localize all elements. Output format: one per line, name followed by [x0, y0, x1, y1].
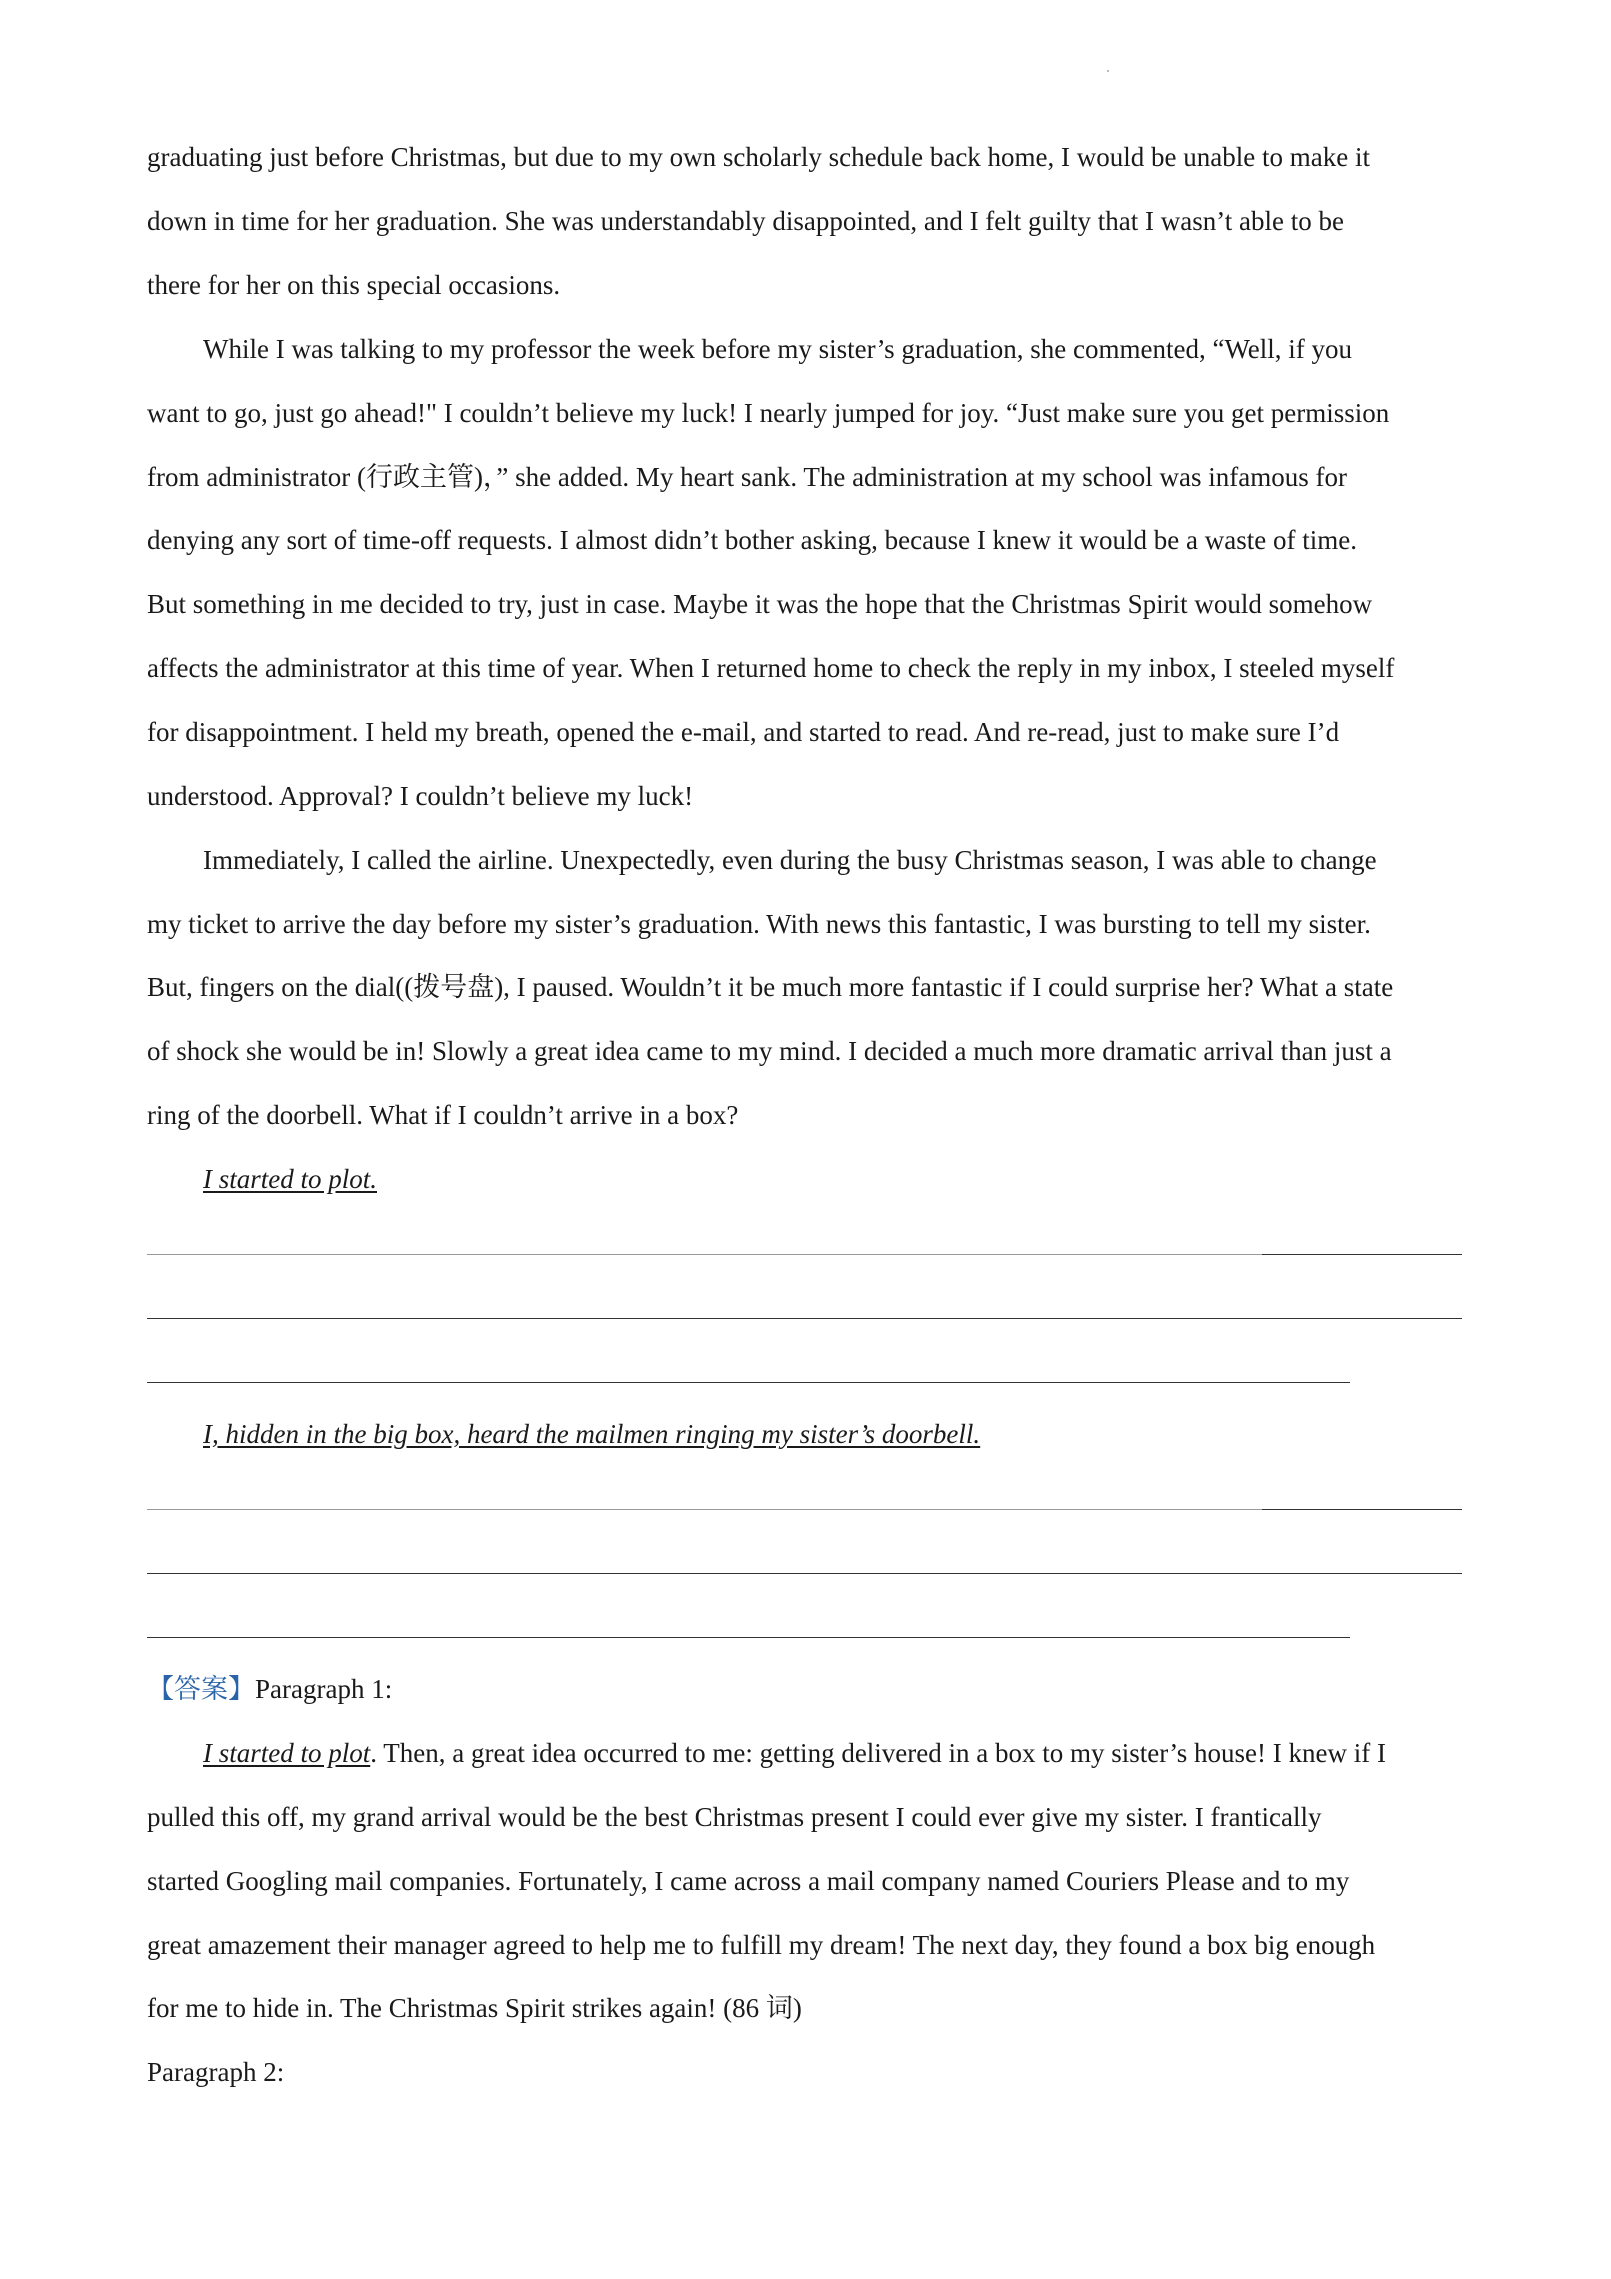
answer-line [147, 1637, 1350, 1638]
answer-line-text: for me to hide in. The Christmas Spirit strikes again! (86 词) [147, 1993, 802, 2023]
answer-line-text: started Googling mail companies. Fortunately, I came across a mail company named Couriers Please and to my [147, 1866, 1350, 1896]
passage-line: ring of the doorbell. What if I couldn’t arrive in a box? [147, 1100, 739, 1130]
paragraph-1-title: Paragraph 1: [255, 1674, 393, 1704]
passage-line: But something in me decided to try, just in case. Maybe it was the hope that the Christmas Spirit would somehow [147, 589, 1373, 619]
passage-line: affects the administrator at this time of year. When I returned home to check the reply in my inbox, I steeled myself [147, 653, 1395, 683]
answer-line [1262, 1509, 1462, 1510]
continuation-prompt-2: I, hidden in the big box, heard the mailmen ringing my sister’s doorbell. [203, 1419, 981, 1449]
passage-line: Immediately, I called the airline. Unexpectedly, even during the busy Christmas season, I was able to change [203, 845, 1377, 875]
passage-line: want to go, just go ahead!" I couldn’t believe my luck! I nearly jumped for joy. “Just make sure you get permission [147, 398, 1390, 428]
answer-line [147, 1573, 1462, 1574]
answer-line [147, 1509, 1262, 1510]
continuation-prompt-1: I started to plot. [203, 1164, 377, 1194]
passage-line: understood. Approval? I couldn’t believe my luck! [147, 781, 694, 811]
passage-line: my ticket to arrive the day before my sister’s graduation. With news this fantastic, I was bursting to tell my sister. [147, 909, 1371, 939]
answer-line-text: pulled this off, my grand arrival would be the best Christmas present I could ever give my sister. I frantically [147, 1802, 1322, 1832]
passage-line: there for her on this special occasions. [147, 270, 561, 300]
answer-line-text: I started to plot. Then, a great idea occurred to me: getting delivered in a box to my sister’s house! I knew if I [203, 1738, 1386, 1768]
passage-line: While I was talking to my professor the week before my sister’s graduation, she commented, “Well, if you [203, 334, 1353, 364]
answer-line [147, 1382, 1350, 1383]
paragraph-2-title: Paragraph 2: [147, 2057, 285, 2087]
passage-line: for disappointment. I held my breath, opened the e-mail, and started to read. And re-read, just to make sure I’d [147, 717, 1340, 747]
answer-tag: 【答案】 [147, 1674, 255, 1704]
scan-speck [1107, 70, 1109, 72]
answer-heading [147, 1672, 392, 1706]
passage-line: denying any sort of time-off requests. I almost didn’t bother asking, because I knew it would be a waste of time. [147, 525, 1357, 555]
answer-line-text: great amazement their manager agreed to help me to fulfill my dream! The next day, they found a box big enough [147, 1930, 1376, 1960]
answer-line [1262, 1254, 1462, 1255]
answer-prompt-echo: I started to plot [203, 1738, 371, 1768]
answer-line [147, 1318, 1462, 1319]
passage-line: graduating just before Christmas, but due to my own scholarly schedule back home, I would be unable to make it [147, 142, 1370, 172]
passage-line: from administrator (行政主管)，” she added. My heart sank. The administration at my school was infamous for [147, 462, 1347, 492]
answer-line [147, 1254, 1262, 1255]
passage-line: But, fingers on the dial((拨号盘), I paused. Wouldn’t it be much more fantastic if I could surprise her? What a state [147, 972, 1394, 1002]
passage-line: down in time for her graduation. She was understandably disappointed, and I felt guilty that I wasn’t able to be [147, 206, 1344, 236]
passage-line: of shock she would be in! Slowly a great idea came to my mind. I decided a much more dramatic arrival than just a [147, 1036, 1392, 1066]
